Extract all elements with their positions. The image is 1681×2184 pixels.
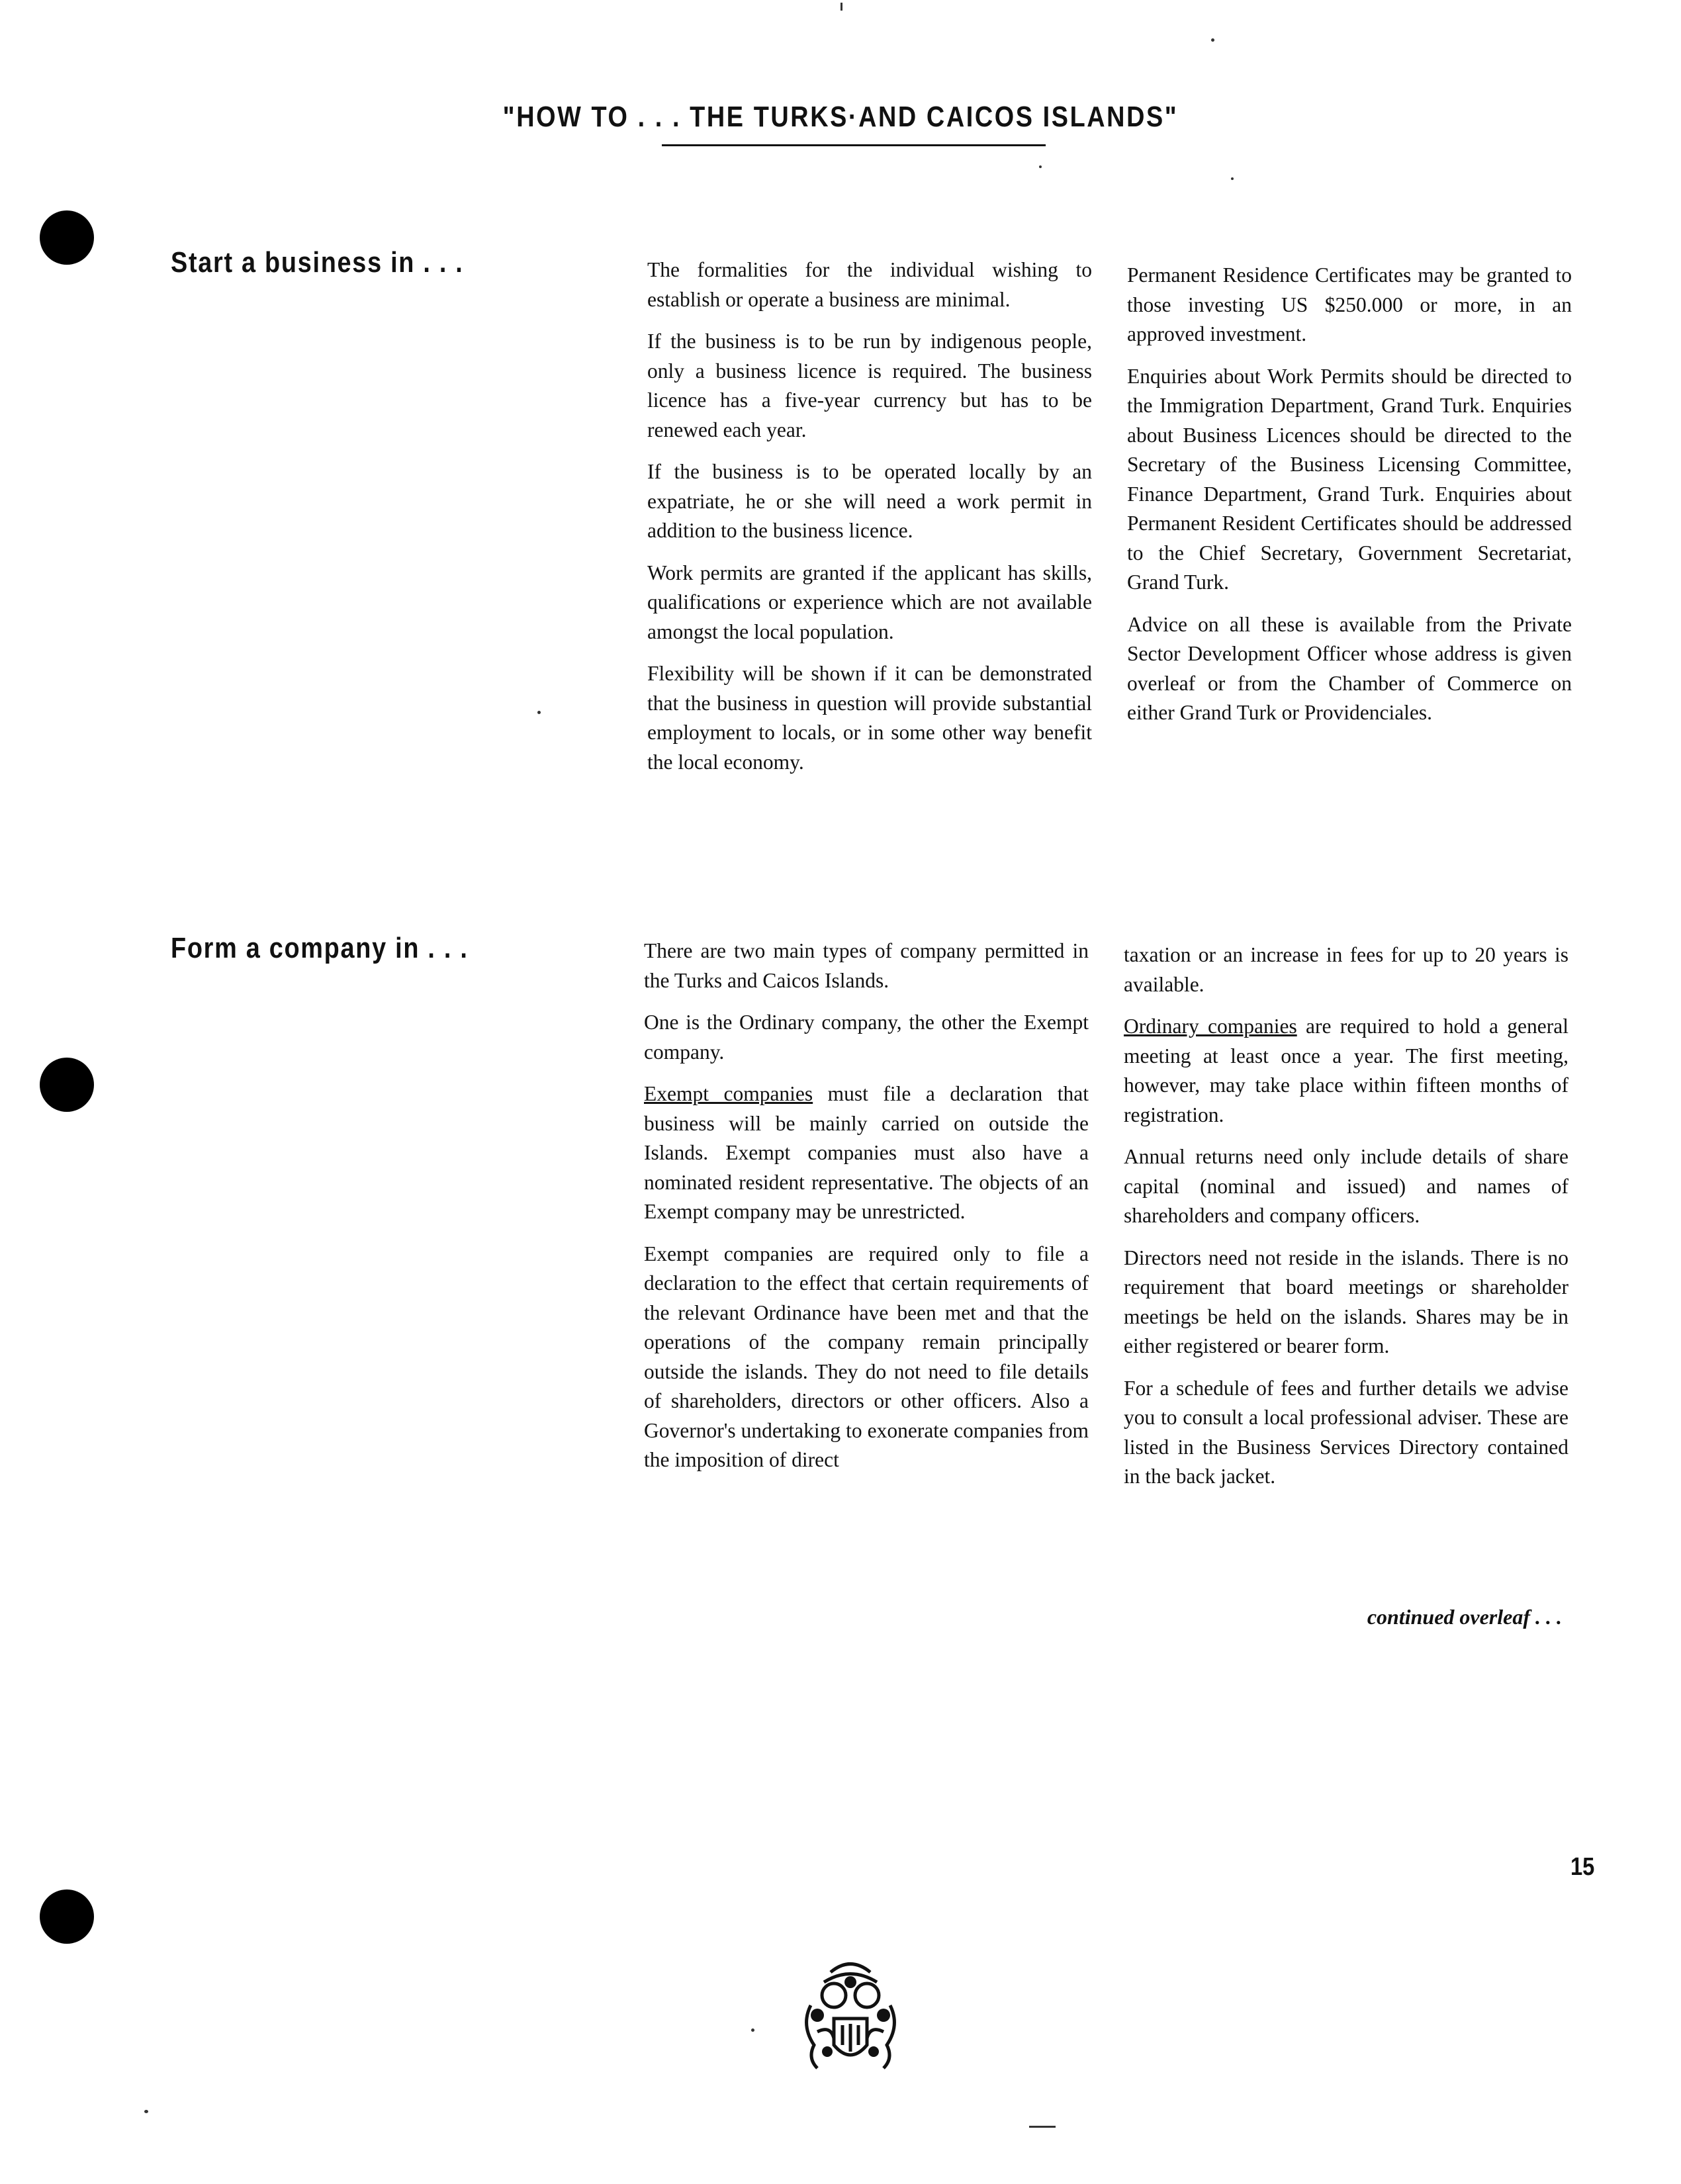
scan-speck: [1211, 38, 1214, 42]
scan-speck: [1231, 177, 1234, 180]
paragraph: If the business is to be run by indigenous people, only a business licence is required. The business licence has a five-year currency but has to be renewed each year.: [647, 330, 1092, 441]
paragraph: Enquiries about Work Permits should be directed to the Immigration Department, Grand Turk. Enquiries about Business Licences should be directed to the Secretary of the Business Licensing Committee, Finance Department, Grand Turk. Enquiries about Permanent Resident Certificates should be addressed to the Chief Secretary, Government Secretariat, Grand Turk.: [1127, 364, 1572, 594]
ordinary-companies-term: Ordinary companies: [1124, 1015, 1297, 1038]
coat-of-arms-emblem: [791, 1952, 910, 2078]
page-number: 15: [1570, 1853, 1595, 1881]
form-company-right-column: [1124, 940, 1568, 1504]
continued-overleaf-note: continued overleaf . . .: [1367, 1605, 1562, 1629]
paragraph: If the business is to be operated locally by an expatriate, he or she will need a work permit in addition to the business licence.: [647, 460, 1092, 542]
binder-hole-top: [40, 210, 94, 265]
paragraph: Exempt companies are required only to file a declaration to the effect that certain requirements of the relevant Ordinance have been met and that the operations of the company remain principally outside the islands. They do not need to file details of shareholders, directors or other officers. Also a Governor's undertaking to exonerate companies from the imposition of direct: [644, 1242, 1089, 1471]
exempt-companies-text: must file a declaration that business will be mainly carried on outside the Islands. Exempt companies must also have a nominated resident representative. The objects of an Exempt company may be unrestricted.: [644, 1082, 1089, 1223]
scan-speck: [751, 2028, 754, 2032]
scan-speck: [840, 3, 842, 11]
section-heading-form-company: Form a company in . . .: [171, 932, 469, 964]
page-title: "HOW TO . . . THE TURKS·AND CAICOS ISLANDS": [502, 101, 1179, 133]
form-company-left-column: [644, 936, 1089, 1488]
paragraph: Work permits are granted if the applicant has skills, qualifications or experience which are not available amongst the local population.: [647, 561, 1092, 643]
exempt-companies-term: Exempt companies: [644, 1082, 813, 1105]
paragraph: Advice on all these is available from the Private Sector Development Officer whose address is given overleaf or from the Chamber of Commerce on either Grand Turk or Providenciales.: [1127, 612, 1572, 724]
paragraph: For a schedule of fees and further details we advise you to consult a local professional adviser. These are listed in the Business Services Directory contained in the back jacket.: [1124, 1376, 1568, 1488]
paragraph: Flexibility will be shown if it can be demonstrated that the business in question will provide substantial employment to locals, or in some other way benefit the local economy.: [647, 662, 1092, 774]
paragraph: Permanent Residence Certificates may be granted to those investing US $250.000 or more, in an approved investment.: [1127, 263, 1572, 345]
scan-speck: [1039, 165, 1042, 168]
section-heading-start-business: Start a business in . . .: [171, 246, 464, 279]
start-business-right-column: [1127, 261, 1572, 741]
paragraph-ordinary-companies: [1124, 1012, 1568, 1130]
binder-hole-middle: [40, 1058, 94, 1112]
start-business-left-column: [647, 255, 1092, 790]
scan-speck: [1029, 2126, 1056, 2128]
title-underline: [662, 144, 1046, 146]
paragraph: One is the Ordinary company, the other the Exempt company.: [644, 1011, 1089, 1064]
ordinary-companies-text: are required to hold a general meeting at least once a year. The first meeting, however, may take place within fifteen months of registration.: [1124, 1015, 1568, 1126]
paragraph-exempt-companies: [644, 1079, 1089, 1227]
paragraph: The formalities for the individual wishing to establish or operate a business are minimal.: [647, 258, 1092, 311]
scan-speck: [537, 711, 541, 714]
paragraph: There are two main types of company permitted in the Turks and Caicos Islands.: [644, 939, 1089, 992]
paragraph: Directors need not reside in the islands. There is no requirement that board meetings or shareholder meetings be held on the islands. Shares may be in either registered or bearer form.: [1124, 1246, 1568, 1357]
scan-speck: [144, 2110, 148, 2113]
paragraph: Annual returns need only include details of share capital (nominal and issued) and names of shareholders and company officers.: [1124, 1145, 1568, 1227]
binder-hole-bottom: [40, 1889, 94, 1944]
paragraph: taxation or an increase in fees for up to 20 years is available.: [1124, 943, 1568, 996]
